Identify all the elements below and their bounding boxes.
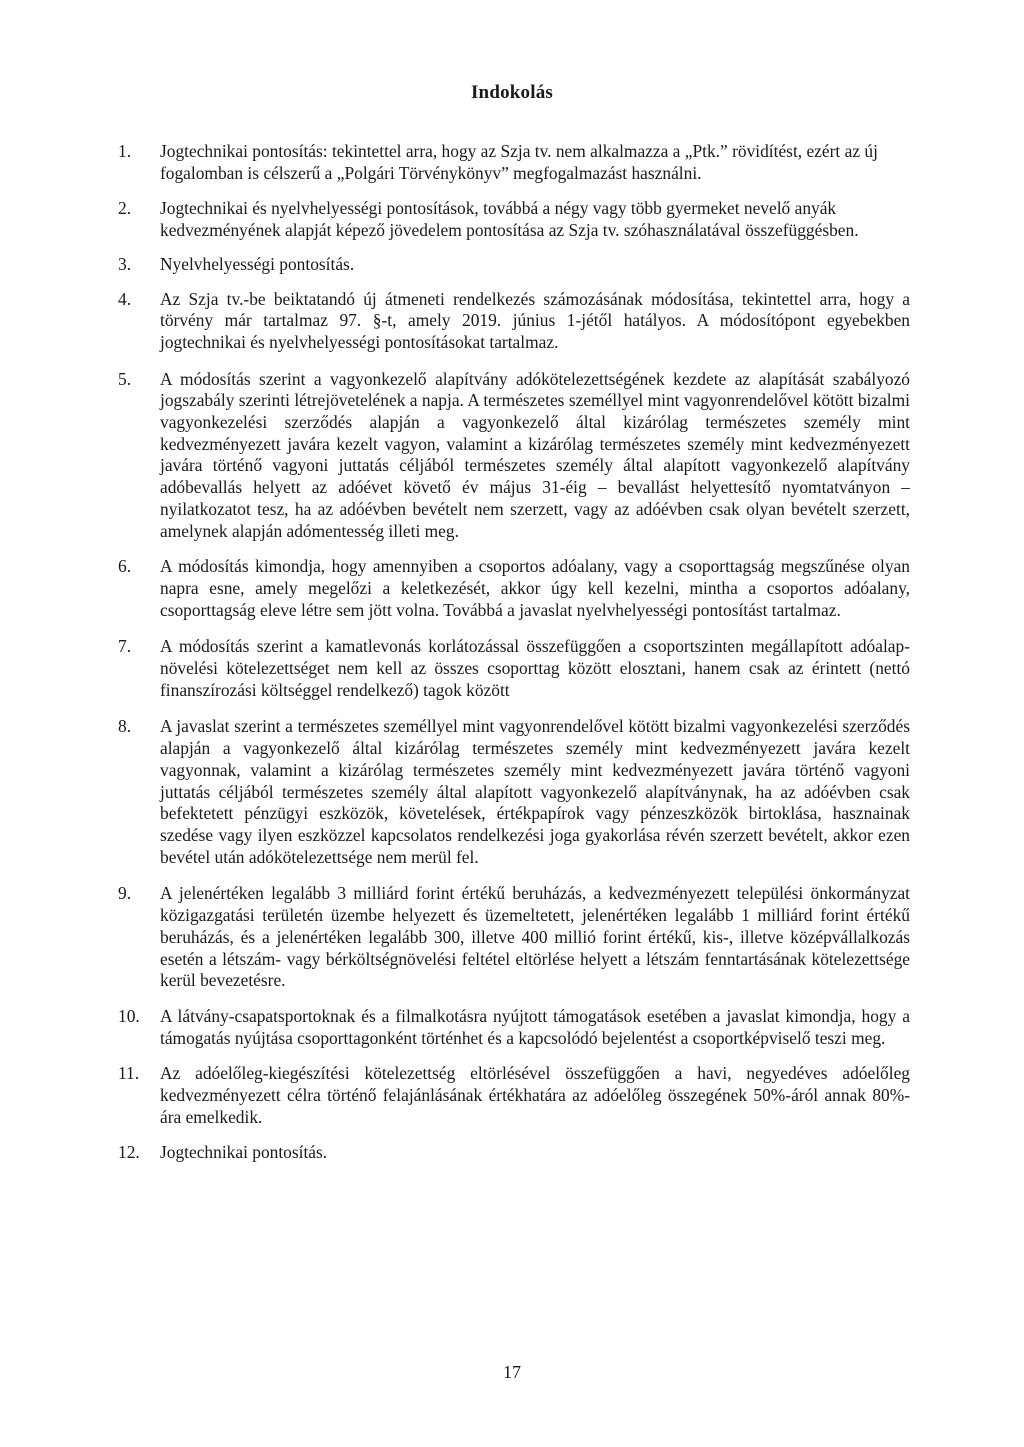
list-item [118,1142,910,1164]
list-item-text: A jelenértéken legalább 3 milliárd forint értékű beruházás, a kedvezményezett települési önkormányzat közigazgatási területén üzembe helyezett és üzemeltetett, jelenértéken legalább 1 milliárd forint értékű beruházás, és a jelenértéken legalább 300, illetve 400 millió forint értékű, kis-, illetve középvállalkozás esetén a létszám- vagy bérköltségnövelési feltétel eltörlése helyett a létszám fenntartásának kötelezettsége kerül bevezetésre. [160,883,910,991]
list-item [118,883,910,992]
list-item-number: 9. [118,883,132,904]
list-item-text: Nyelvhelyességi pontosítás. [160,253,355,274]
list-item-number: 2. [118,198,132,219]
list-item-text: A módosítás szerint a kamatlevonás korlátozással összefüggően a csoportszinten megállapított adóalap-növelési kötelezettséget nem kell az összes csoporttag között elosztani, hanem csak az érintett (nettó finanszírozási költséggel rendelkező) tagok között [160,636,910,700]
list-item [118,369,910,543]
list-item-number: 3. [118,253,132,274]
list-item-text: Az Szja tv.-be beiktatandó új átmeneti rendelkezés számozásának módosítása, tekintettel arra, hogy a törvény már tartalmaz 97. §-t, amely 2019. június 1-jétől hatályos. A módosítópont egyebekben jogtechnikai és nyelvhelyességi pontosításokat tartalmaz. [160,288,910,352]
list-item-number: 12. [118,1142,140,1163]
list-item-text: Jogtechnikai pontosítás: tekintettel arra, hogy az Szja tv. nem alkalmazza a „Ptk.” rövidítést, ezért az új fogalomban is célszerű a „Polgári Törvénykönyv” megfogalmazást használni. [160,141,878,183]
list-item-number: 4. [118,288,132,309]
list-item [118,1063,910,1128]
list-item-number: 6. [118,556,132,577]
page-number: 17 [503,1362,521,1382]
list-item [118,556,910,621]
justification-list [118,141,910,1164]
list-item [118,198,910,241]
list-item-text: A módosítás kimondja, hogy amennyiben a csoportos adóalany, vagy a csoporttagság megszűnése olyan napra esne, amely megelőzi a keletkezését, akkor úgy kell kezelni, mintha a csoportos adóalany, csoporttagság eleve létre sem jött volna. Továbbá a javaslat nyelvhelyességi pontosítást tartalmaz. [160,556,910,620]
list-item-number: 1. [118,141,132,161]
page-title: Indokolás [470,82,554,103]
list-item-number: 5. [118,368,132,389]
list-item-number: 7. [118,636,132,657]
list-item [118,141,910,184]
list-item-text: Az adóelőleg-kiegészítési kötelezettség eltörlésével összefüggően a havi, negyedéves adóelőleg kedvezményezett célra történő felajánlásának értékhatára az adóelőleg összegének 50%-áról annak 80%-ára emelkedik. [160,1063,910,1127]
list-item-text: A látvány-csapatsportoknak és a filmalkotásra nyújtott támogatások esetében a javaslat kimondja, hogy a támogatás nyújtása csoporttagonként történhet és a kapcsolódó bejelentést a csoportképviselő teszi meg. [160,1005,910,1048]
list-item [118,254,910,276]
list-item-number: 11. [118,1063,140,1084]
list-item-number: 10. [118,1005,140,1026]
list-item [118,289,910,354]
list-item [118,716,910,868]
list-item-number: 8. [118,716,132,737]
list-item-text: A módosítás szerint a vagyonkezelő alapítvány adókötelezettségének kezdete az alapítását szabályozó jogszabály szerinti létrejövetelének a napja. A természetes személlyel mint vagyonrendelővel kötött bizalmi vagyonkezelési szerződés alapján a vagyonkezelő által kizárólag természetes személy mint kedvezményezett javára kezelt vagyon, valamint a kizárólag természetes személy mint kedvezményezett javára történő vagyoni juttatás céljából természetes személy által alapított vagyonkezelő alapítvány adóbevallás helyett az adóévet követő év május 31-éig – bevallást helyettesítő nyomtatványon – nyilatkozatot tesz, ha az adóévben bevételt nem szerzett, vagy az adóévben csak olyan bevételt szerzett, amelynek alapján adómentesség illeti meg. [160,368,910,541]
list-item-text: A javaslat szerint a természetes személlyel mint vagyonrendelővel kötött bizalmi vagyonkezelési szerződés alapján a vagyonkezelő által kizárólag természetes személy mint kedvezményezett javára kezelt vagyonnak, valamint a kizárólag természetes személy mint kedvezményezett javára történő vagyoni juttatás céljából természetes személy által alapított vagyonkezelő alapítványnak, ha az adóévben csak befektetett pénzügyi eszközök, követelések, értékpapírok vagy pénzeszközök birtoklása, hasznainak szedése vagy ilyen eszközzel kapcsolatos rendelkezési joga gyakorlása révén szerzett bevételt, akkor ezen bevétel után adókötelezettsége nem merül fel. [160,716,910,867]
list-item [118,636,910,701]
list-item-text: Jogtechnikai pontosítás. [160,1142,328,1163]
list-item-text: Jogtechnikai és nyelvhelyességi pontosítások, továbbá a négy vagy több gyermeket nevelő anyák kedvezményének alapját képező jövedelem pontosítása az Szja tv. szóhasználatával összefüggésben. [160,198,859,241]
list-item [118,1006,910,1049]
